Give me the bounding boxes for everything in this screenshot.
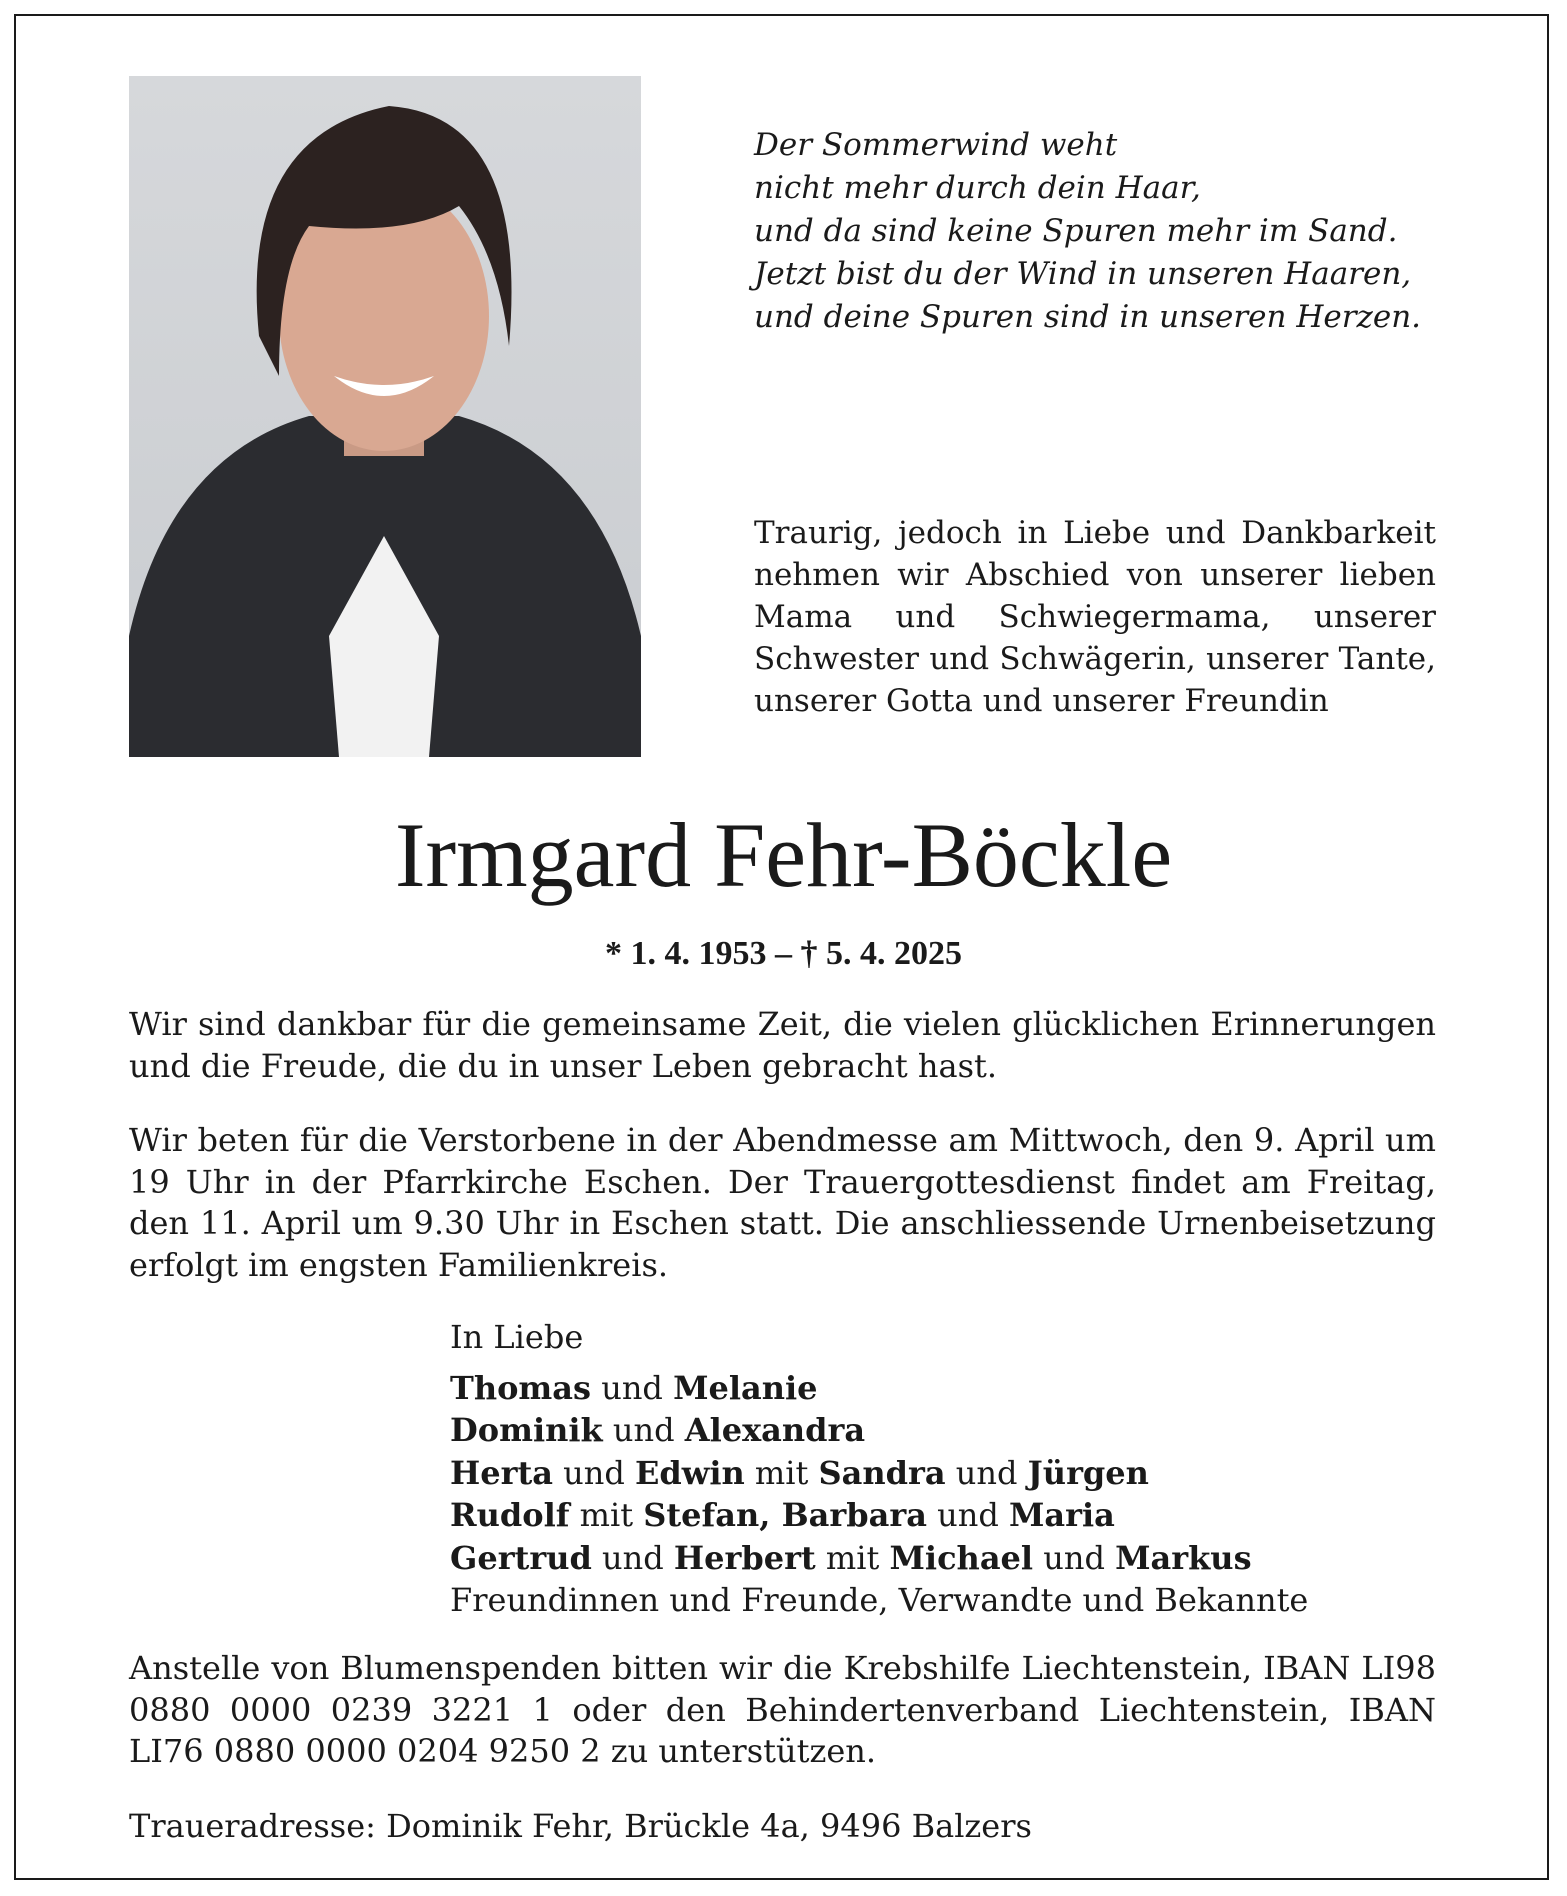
life-dates: * 1. 4. 1953 – † 5. 4. 2025 [605, 935, 962, 972]
connector-text: und [591, 1538, 674, 1577]
connector-text: und [926, 1496, 1009, 1534]
mourner-name: Melanie [673, 1368, 818, 1407]
mourner-name: Markus [1115, 1538, 1252, 1577]
mourner-line [450, 1367, 1308, 1410]
mourner-name: Thomas [450, 1368, 592, 1407]
mourning-address: Traueradresse: Dominik Fehr, Brückle 4a, 9496 Balzers [129, 1807, 1032, 1845]
poem-line: Der Sommerwind weht [754, 127, 1118, 163]
mourner-line [450, 1579, 1308, 1622]
poem-line: und da sind keine Spuren mehr im Sand. [754, 213, 1398, 249]
poem-line: nicht mehr durch dein Haar, [754, 170, 1201, 206]
connector-text: Freundinnen und Freunde, Verwandte und Bekannte [450, 1581, 1309, 1619]
connector-text: und [591, 1368, 674, 1407]
connector-text: und [1033, 1538, 1116, 1577]
mourner-line [450, 1409, 1308, 1452]
portrait-photo [129, 76, 641, 757]
poem-line: Jetzt bist du der Wind in unseren Haaren, [754, 256, 1412, 292]
mourner-name: Michael [889, 1538, 1034, 1577]
mourners-list [450, 1367, 1308, 1622]
connector-text: und [552, 1453, 636, 1492]
deceased-name: Irmgard Fehr-Böckle [394, 804, 1173, 906]
connector-text: mit [744, 1453, 819, 1492]
mourner-name: Jürgen [1027, 1453, 1149, 1492]
signoff-greeting: In Liebe [450, 1318, 584, 1356]
mourner-line [450, 1452, 1308, 1495]
donation-paragraph: Anstelle von Blumenspenden bitten wir die Krebshilfe Liechtenstein, IBAN LI98 0880 0000 0239 3221 1 oder den Behindertenverband Liechtenstein, IBAN LI76 0880 0000 0204 9250 2 zu unterstützen. [129, 1649, 1436, 1770]
gratitude-paragraph: Wir sind dankbar für die gemeinsame Zeit, die vielen glücklichen Erinnerungen und die Freude, die du in unser Leben gebracht hast. [129, 1005, 1436, 1085]
farewell-intro: Traurig, jedoch in Liebe und Dankbarkeit nehmen wir Abschied von unserer lieben Mama und Schwiegermama, unserer Schwester und Schwägerin, unserer Tante, unserer Gotta und unserer Freundin [754, 515, 1436, 719]
connector-text: mit [569, 1496, 644, 1534]
mourner-line [450, 1537, 1308, 1580]
mourner-name: Stefan, Barbara [643, 1496, 927, 1534]
mourner-name: Rudolf [450, 1496, 570, 1534]
poem-line: und deine Spuren sind in unseren Herzen. [754, 299, 1422, 335]
mourner-name: Maria [1008, 1496, 1115, 1534]
signoff [450, 1316, 1308, 1622]
service-paragraph: Wir beten für die Verstorbene in der Abendmesse am Mittwoch, den 9. April um 19 Uhr in der Pfarrkirche Eschen. Der Trauergottesdienst findet am Freitag, den 11. April um 9.30 Uhr in Eschen statt. Die anschliessende Urnenbeisetzung erfolgt im engsten Familienkreis. [129, 1121, 1436, 1284]
mourner-name: Alexandra [684, 1411, 866, 1449]
connector-text: mit [815, 1538, 890, 1577]
connector-text: und [602, 1411, 685, 1449]
mourner-name: Edwin [635, 1453, 745, 1492]
mourner-name: Herta [450, 1453, 553, 1492]
memorial-poem [754, 124, 1421, 339]
mourner-name: Herbert [673, 1538, 816, 1577]
mourner-name: Sandra [818, 1453, 946, 1492]
mourner-name: Gertrud [450, 1538, 592, 1577]
connector-text: und [945, 1453, 1028, 1492]
mourner-name: Dominik [450, 1411, 603, 1449]
mourner-line [450, 1494, 1308, 1537]
